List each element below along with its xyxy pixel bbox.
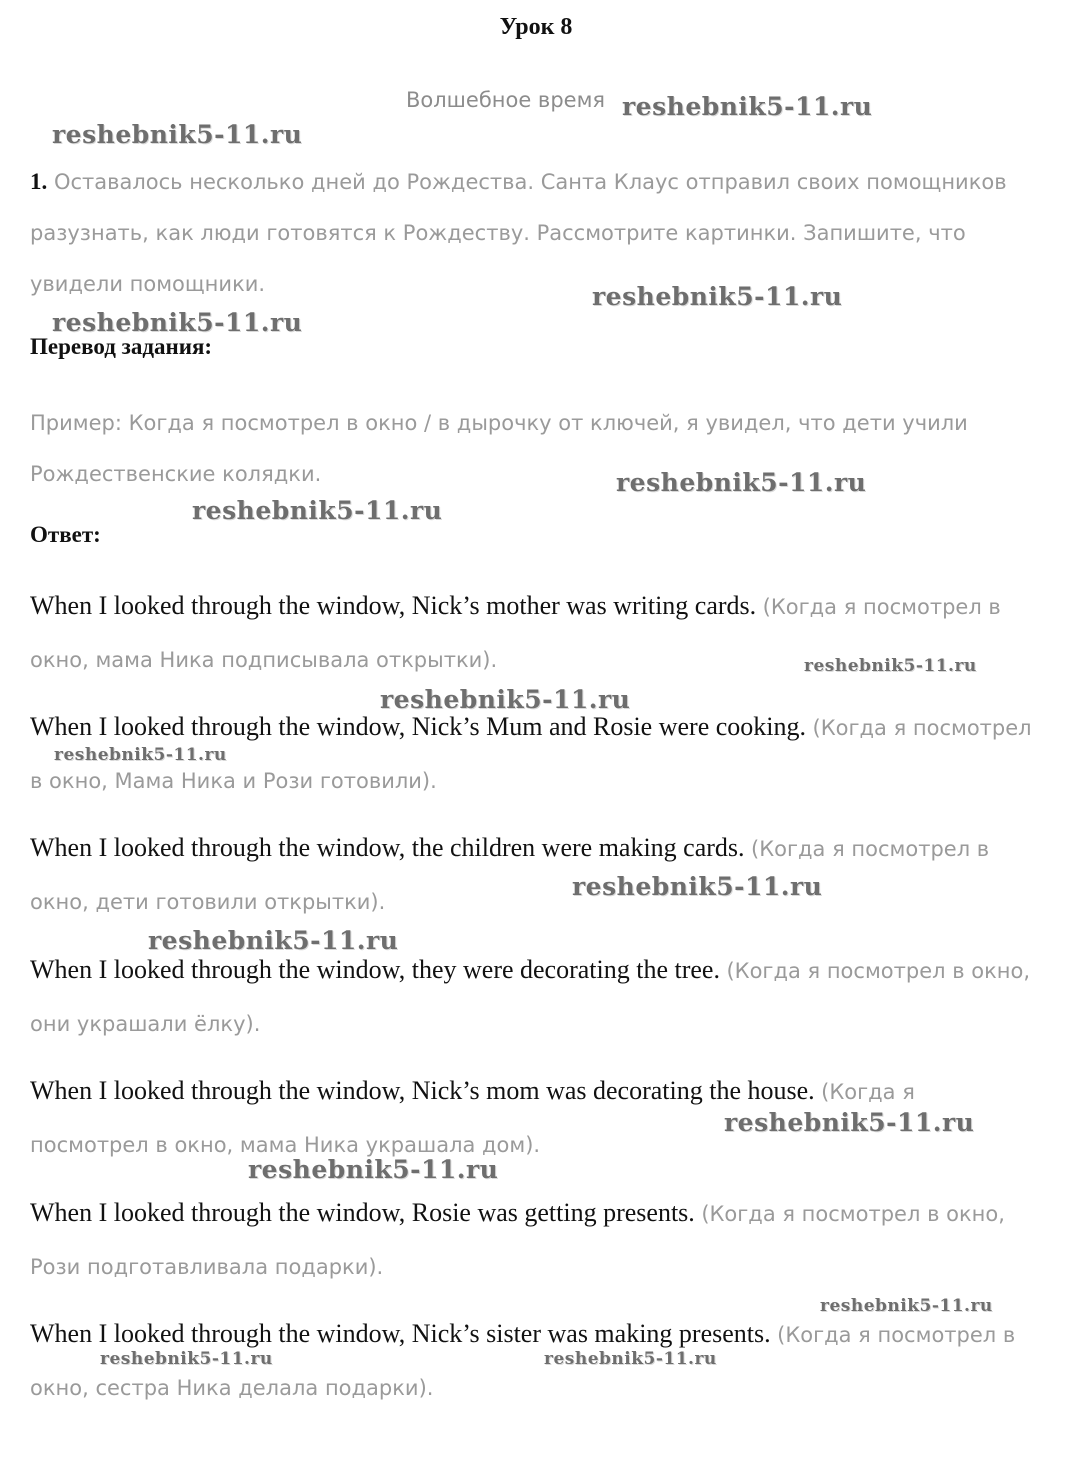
watermark: reshebnik5-11.ru bbox=[380, 685, 631, 714]
answer-heading: Ответ: bbox=[30, 522, 101, 547]
watermark: reshebnik5-11.ru bbox=[592, 282, 843, 311]
task-block bbox=[30, 156, 1030, 310]
watermark: reshebnik5-11.ru bbox=[148, 926, 399, 955]
answer-ru: (Когда я посмотрел в окно, они украшали ёлку). bbox=[30, 959, 1031, 1036]
answer-ru: (Когда я посмотрел в окно, сестра Ника делала подарки). bbox=[30, 1323, 1016, 1400]
watermark: reshebnik5-11.ru bbox=[192, 496, 443, 525]
watermark: reshebnik5-11.ru bbox=[54, 745, 227, 765]
translation-text: Пример: Когда я посмотрел в окно / в дырочку от ключей, я увидел, что дети учили Рождественские колядки. bbox=[30, 411, 968, 486]
watermark: reshebnik5-11.ru bbox=[572, 872, 823, 901]
answer-en: When I looked through the window, Nick’s mom was decorating the house. bbox=[30, 1076, 815, 1105]
page-title: Урок 8 bbox=[499, 14, 573, 40]
answer-ru: (Когда я посмотрел в окно, мама Ника подписывала открытки). bbox=[30, 595, 1001, 672]
answer-item bbox=[30, 944, 1040, 1050]
translation-heading: Перевод задания: bbox=[30, 334, 213, 359]
watermark: reshebnik5-11.ru bbox=[820, 1296, 993, 1316]
watermark: reshebnik5-11.ru bbox=[804, 656, 977, 676]
watermark: reshebnik5-11.ru bbox=[52, 120, 303, 149]
watermark: reshebnik5-11.ru bbox=[52, 308, 303, 337]
watermark: reshebnik5-11.ru bbox=[248, 1155, 499, 1184]
answer-en: When I looked through the window, Nick’s mother was writing cards. bbox=[30, 591, 757, 620]
watermark: reshebnik5-11.ru bbox=[616, 468, 867, 497]
answer-ru: (Когда я посмотрел в окно, Мама Ника и Рози готовили). bbox=[30, 716, 1032, 793]
answer-en: When I looked through the window, Nick’s sister was making presents. bbox=[30, 1319, 771, 1348]
answer-en: When I looked through the window, Rosie was getting presents. bbox=[30, 1198, 695, 1227]
answer-item bbox=[30, 822, 1040, 928]
watermark: reshebnik5-11.ru bbox=[622, 92, 873, 121]
watermark: reshebnik5-11.ru bbox=[544, 1349, 717, 1369]
answer-en: When I looked through the window, Nick’s Mum and Rosie were cooking. bbox=[30, 712, 807, 741]
task-number: 1. bbox=[30, 169, 48, 194]
answer-ru: (Когда я посмотрел в окно, Рози подготавливала подарки). bbox=[30, 1202, 1005, 1279]
answer-en: When I looked through the window, they were decorating the tree. bbox=[30, 955, 720, 984]
watermark: reshebnik5-11.ru bbox=[724, 1108, 975, 1137]
watermark: reshebnik5-11.ru bbox=[100, 1349, 273, 1369]
page-subtitle: Волшебное время bbox=[406, 88, 606, 112]
answer-item bbox=[30, 1187, 1040, 1293]
task-text: Оставалось несколько дней до Рождества. Санта Клаус отправил своих помощников разузнать, как люди готовятся к Рождеству. Рассмотрите картинки. Запишите, что увидели помощники. bbox=[30, 170, 1007, 296]
answer-ru: (Когда я посмотрел в окно, мама Ника украшала дом). bbox=[30, 1080, 915, 1157]
answer-ru: (Когда я посмотрел в окно, дети готовили открытки). bbox=[30, 837, 990, 914]
answer-en: When I looked through the window, the children were making cards. bbox=[30, 833, 745, 862]
